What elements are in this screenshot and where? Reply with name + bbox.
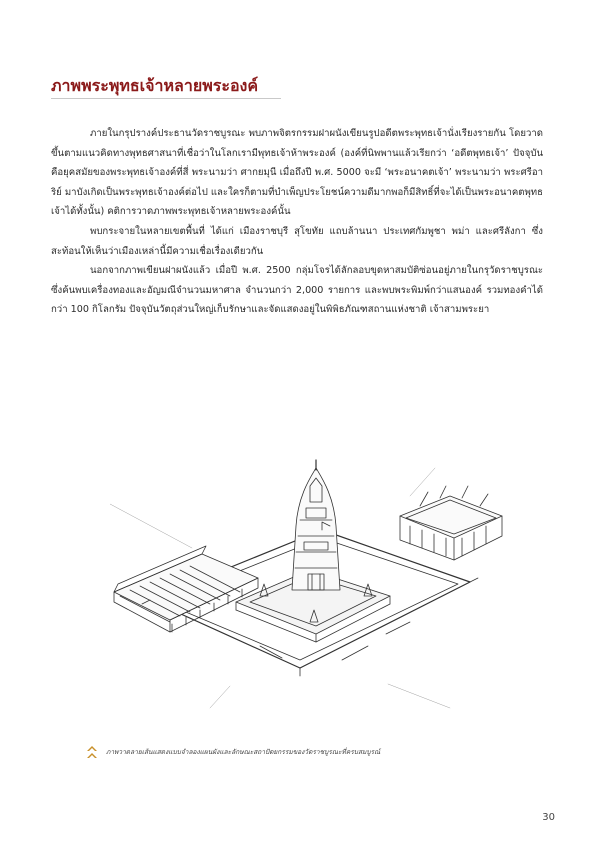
temple-line-drawing	[110, 456, 510, 711]
figure-caption	[86, 744, 556, 760]
page-number: 30	[542, 812, 555, 823]
body-text	[51, 124, 543, 320]
double-chevron-icon	[86, 744, 98, 760]
heading-underline	[51, 98, 281, 99]
paragraph-2: พบกระจายในหลายเขตพื้นที่ ได้แก่ เมืองราชบุรี สุโขทัย แถบล้านนา ประเทศกัมพูชา พม่า และศรีลังกา ซึ่งสะท้อนให้เห็นว่าเมืองเหล่านี้มีความเชื่อเรื่องเดียวกัน	[51, 225, 543, 257]
caption-text: ภาพวาดลายเส้นแสดงแบบจำลองแผนผังและลักษณะสถาปัตยกรรมของวัดราชบูรณะที่ครบสมบูรณ์	[106, 748, 381, 756]
section-heading: ภาพพระพุทธเจ้าหลายพระองค์	[51, 76, 259, 95]
paragraph-1: ภายในกรุปรางค์ประธานวัดราชบูรณะ พบภาพจิตรกรรมฝาผนังเขียนรูปอดีตพระพุทธเจ้านั่งเรียงรายกัน โดยวาดขึ้นตามแนวคิดทางพุทธศาสนาที่เชื่อว่าในโลกเรามีพุทธเจ้าห้าพระองค์ (องค์ที่นิพพานแล้วเรียกว่า ‘อดีตพุทธเจ้า’ ปัจจุบันคือยุคสมัยของพระพุทธเจ้าองค์ที่สี่ พระนามว่า ศากยมุนี เมื่อถึงปี พ.ศ. 5000 จะมี ‘พระอนาคตเจ้า’ พระนามว่า พระศรีอาริย์ มาบังเกิดเป็นพระพุทธเจ้าองค์ต่อไป และใครก็ตามที่บำเพ็ญประโยชน์ความดีมากพอก็มีสิทธิ์ที่จะได้เป็นพระอนาคตพุทธเจ้าได้ทั้งนั้น) คติการวาดภาพพระพุทธเจ้าหลายพระองค์นั้น	[51, 128, 543, 218]
paragraph-3: นอกจากภาพเขียนฝาผนังแล้ว เมื่อปี พ.ศ. 2500 กลุ่มโจรได้ลักลอบขุดหาสมบัติซ่อนอยู่ภายในกรุวัดราชบูรณะ ซึ่งค้นพบเครื่องทองและอัญมณีจำนวนมหาศาล จำนวนกว่า 2,000 รายการ และพบพระพิมพ์กว่าแสนองค์ รวมทองคำได้กว่า 100 กิโลกรัม ปัจจุบันวัตถุส่วนใหญ่เก็บรักษาและจัดแสดงอยู่ในพิพิธภัณฑสถานแห่งชาติ เจ้าสามพระยา	[51, 265, 543, 316]
